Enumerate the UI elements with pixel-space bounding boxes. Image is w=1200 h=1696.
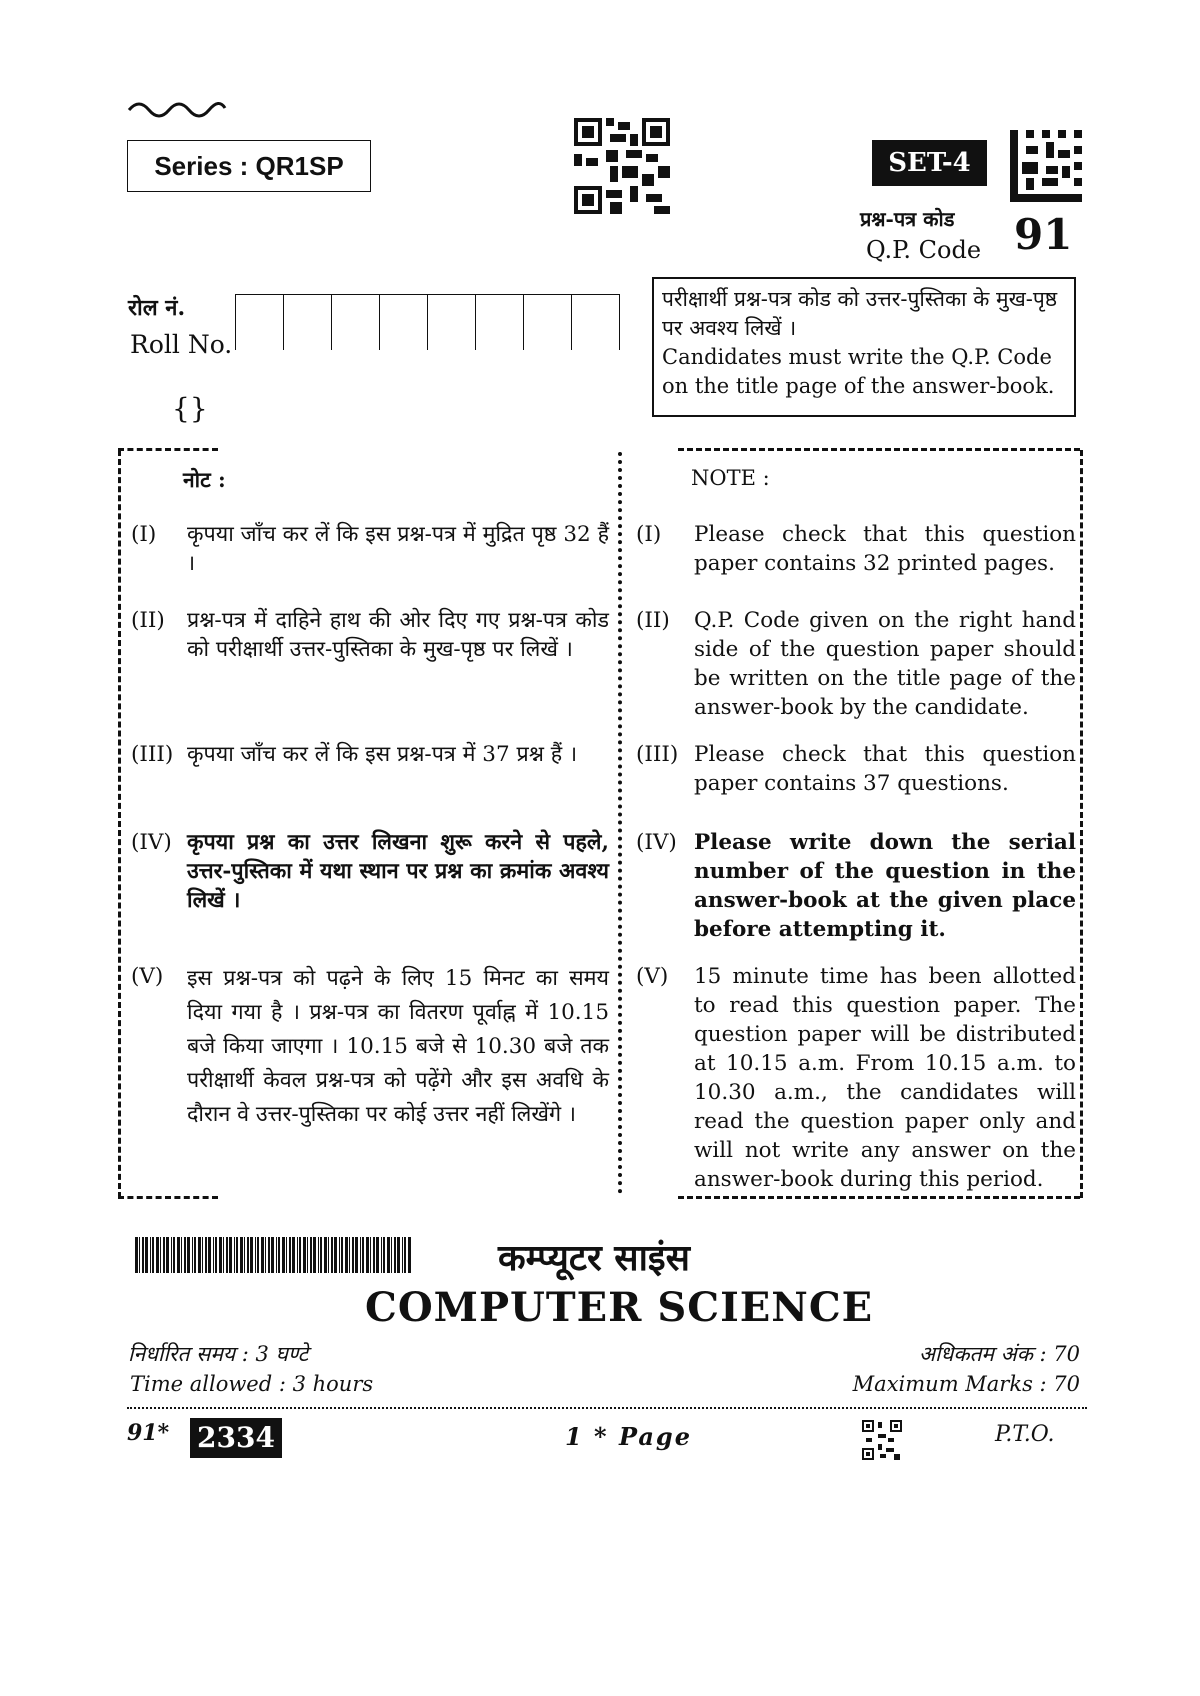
- note-number: (I): [636, 522, 662, 547]
- frame-border: [118, 448, 218, 451]
- braces-mark: {}: [172, 392, 208, 425]
- note-english-item-3: [636, 740, 1076, 800]
- roll-cell[interactable]: [236, 294, 284, 350]
- note-text: Please write down the serial number of the question in the answer-book at the given place before attempting it.: [694, 830, 1076, 942]
- wave-ornament: [127, 96, 227, 120]
- qp-code-hindi-label: प्रश्न-पत्र कोड: [860, 207, 955, 231]
- note-hindi-item-4: [131, 828, 611, 918]
- page-number: 1 * Page: [565, 1422, 692, 1451]
- column-divider: [618, 452, 622, 1194]
- note-hindi-item-5: [131, 962, 611, 1172]
- qr-code-icon: [574, 118, 670, 214]
- subject-title: COMPUTER SCIENCE: [365, 1284, 874, 1331]
- roll-cell[interactable]: [428, 294, 476, 350]
- note-english-item-4: [636, 828, 1076, 948]
- roll-cell[interactable]: [572, 294, 620, 350]
- frame-border: [118, 1196, 218, 1199]
- note-english-item-5: [636, 962, 1076, 1192]
- roll-no-hindi-label: रोल नं.: [128, 295, 186, 321]
- note-number: (IV): [131, 830, 172, 855]
- note-number: (II): [131, 608, 165, 633]
- roll-cell[interactable]: [476, 294, 524, 350]
- note-english-heading: NOTE :: [691, 466, 770, 490]
- time-allowed: Time allowed : 3 hours: [130, 1372, 374, 1396]
- frame-border: [118, 450, 121, 1198]
- note-text: प्रश्न-पत्र में दाहिने हाथ की ओर दिए गए प्रश्न-पत्र कोड को परीक्षार्थी उत्तर-पुस्तिका के मुख-पृष्ठ पर लिखें ।: [187, 608, 609, 662]
- datamatrix-code-icon: [1010, 130, 1082, 202]
- instruction-english: Candidates must write the Q.P. Code on the title page of the answer-book.: [662, 345, 1055, 398]
- qp-code-number: 91: [1014, 210, 1073, 259]
- footer-paper-code: 91*: [127, 1420, 170, 1446]
- note-text: कृपया जाँच कर लें कि इस प्रश्न-पत्र में 37 प्रश्न हैं ।: [187, 742, 578, 767]
- please-turn-over: P.T.O.: [995, 1422, 1055, 1447]
- note-hindi-item-3: [131, 740, 611, 772]
- roll-cell[interactable]: [524, 294, 572, 350]
- note-text: Please check that this question paper contains 32 printed pages.: [694, 522, 1076, 576]
- note-text: इस प्रश्न-पत्र को पढ़ने के लिए 15 मिनट का समय दिया गया है । प्रश्न-पत्र का वितरण पूर्वाह्न में 10.15 बजे किया जाएगा । 10.15 बजे से 10.30 बजे तक परीक्षार्थी केवल प्रश्न-पत्र को पढ़ेंगे और इस अवधि के दौरान वे उत्तर-पुस्तिका पर कोई उत्तर नहीं लिखेंगे ।: [187, 966, 609, 1127]
- footer-number-box: 2334: [190, 1418, 282, 1458]
- max-marks-hindi: अधिकतम अंक : 70: [918, 1342, 1080, 1366]
- time-allowed-hindi: निर्धारित समय : 3 घण्टे: [128, 1342, 309, 1366]
- roll-no-grid[interactable]: [235, 294, 620, 350]
- note-text: कृपया जाँच कर लें कि इस प्रश्न-पत्र में मुद्रित पृष्ठ 32 हैं ।: [187, 522, 609, 576]
- note-english-item-1: [636, 520, 1076, 580]
- series-label: Series : QR1SP: [127, 140, 371, 192]
- roll-no-label: Roll No.: [130, 330, 233, 359]
- set-badge: SET-4: [872, 140, 987, 186]
- instruction-hindi: परीक्षार्थी प्रश्न-पत्र कोड को उत्तर-पुस्तिका के मुख-पृष्ठ पर अवश्य लिखें ।: [662, 287, 1058, 340]
- note-hindi-item-2: [131, 606, 611, 696]
- note-number: (III): [636, 742, 679, 767]
- small-qr-code-icon: [862, 1420, 902, 1460]
- roll-cell[interactable]: [332, 294, 380, 350]
- note-text: 15 minute time has been allotted to read this question paper. The question paper will be distributed at 10.15 a.m. From 10.15 a.m. to 10.30 a.m., the candidates will read the question paper only and will not write any answer on the answer-book during this period.: [694, 964, 1076, 1192]
- subject-hindi-title: कम्प्यूटर साइंस: [498, 1237, 690, 1279]
- note-number: (IV): [636, 830, 677, 855]
- frame-border: [678, 1196, 1080, 1199]
- barcode-icon: [135, 1237, 413, 1273]
- note-text: कृपया प्रश्न का उत्तर लिखना शुरू करने से पहले, उत्तर-पुस्तिका में यथा स्थान पर प्रश्न का क्रमांक अवश्य लिखें ।: [187, 830, 609, 913]
- note-number: (V): [636, 964, 669, 989]
- note-number: (II): [636, 608, 670, 633]
- note-hindi-heading: नोट :: [183, 467, 226, 492]
- note-text: Please check that this question paper contains 37 questions.: [694, 742, 1076, 796]
- footer-divider: [127, 1407, 1087, 1409]
- note-english-item-2: [636, 606, 1076, 726]
- note-number: (III): [131, 742, 174, 767]
- roll-cell[interactable]: [284, 294, 332, 350]
- note-text: Q.P. Code given on the right hand side of the question paper should be written on the title page of the answer-book by the candidate.: [694, 608, 1076, 720]
- note-number: (I): [131, 522, 157, 547]
- note-hindi-item-1: [131, 520, 611, 580]
- frame-border: [678, 448, 1080, 451]
- roll-cell[interactable]: [380, 294, 428, 350]
- qp-code-label: Q.P. Code: [866, 236, 982, 264]
- max-marks: Maximum Marks : 70: [852, 1372, 1080, 1396]
- note-number: (V): [131, 964, 164, 989]
- frame-border: [1080, 450, 1083, 1198]
- instruction-box: [652, 277, 1076, 417]
